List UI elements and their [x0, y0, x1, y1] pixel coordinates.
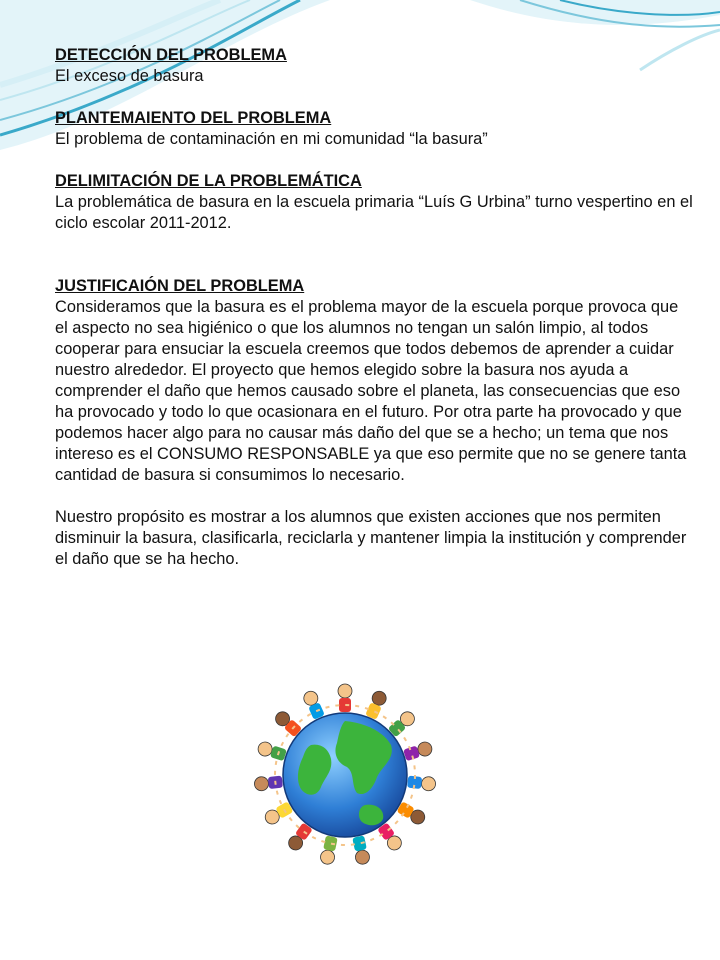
text-planteamiento: El problema de contaminación en mi comunidad “la basura” — [55, 130, 488, 148]
text-justificacion: Consideramos que la basura es el problema mayor de la escuela porque provoca que el aspecto no sea higiénico o que los alumnos no tengan un salón limpio, al todos cooperar para ensuciar la escuela creemos que todos debemos de aprender a cuidar nuestro alrededor. El proyecto que hemos elegido sobre la basura nos ayuda a comprender el daño que hemos causado sobre el planeta, las consecuencias que eso ha provocado y todo lo que ocasionara en el futuro. Por otra parte ha provocado y que podemos hacer algo para no causar más daño del que se a hecho; un tema que nos intereso es el CONSUMO RESPONSABLE ya que eso permite que no se genere tanta cantidad de basura si consumimos lo necesario. — [55, 298, 687, 484]
document-body — [55, 45, 695, 570]
text-delimitacion: La problemática de basura en la escuela primaria “Luís G Urbina” turno vespertino en el ciclo escolar 2011-2012. — [55, 193, 693, 232]
globe-image — [245, 673, 445, 873]
heading-deteccion: DETECCIÓN DEL PROBLEMA — [55, 46, 287, 64]
text-deteccion: El exceso de basura — [55, 67, 204, 85]
heading-planteamiento: PLANTEMAIENTO DEL PROBLEMA — [55, 109, 332, 127]
heading-delimitacion: DELIMITACIÓN DE LA PROBLEMÁTICA — [55, 172, 362, 190]
globe-with-children-icon — [245, 673, 445, 873]
text-proposito: Nuestro propósito es mostrar a los alumnos que existen acciones que nos permiten disminuir la basura, clasificarla, reciclarla y mantener limpia la institución y comprender el daño que se ha hecho. — [55, 508, 687, 568]
heading-justificacion: JUSTIFICAIÓN DEL PROBLEMA — [55, 277, 305, 295]
